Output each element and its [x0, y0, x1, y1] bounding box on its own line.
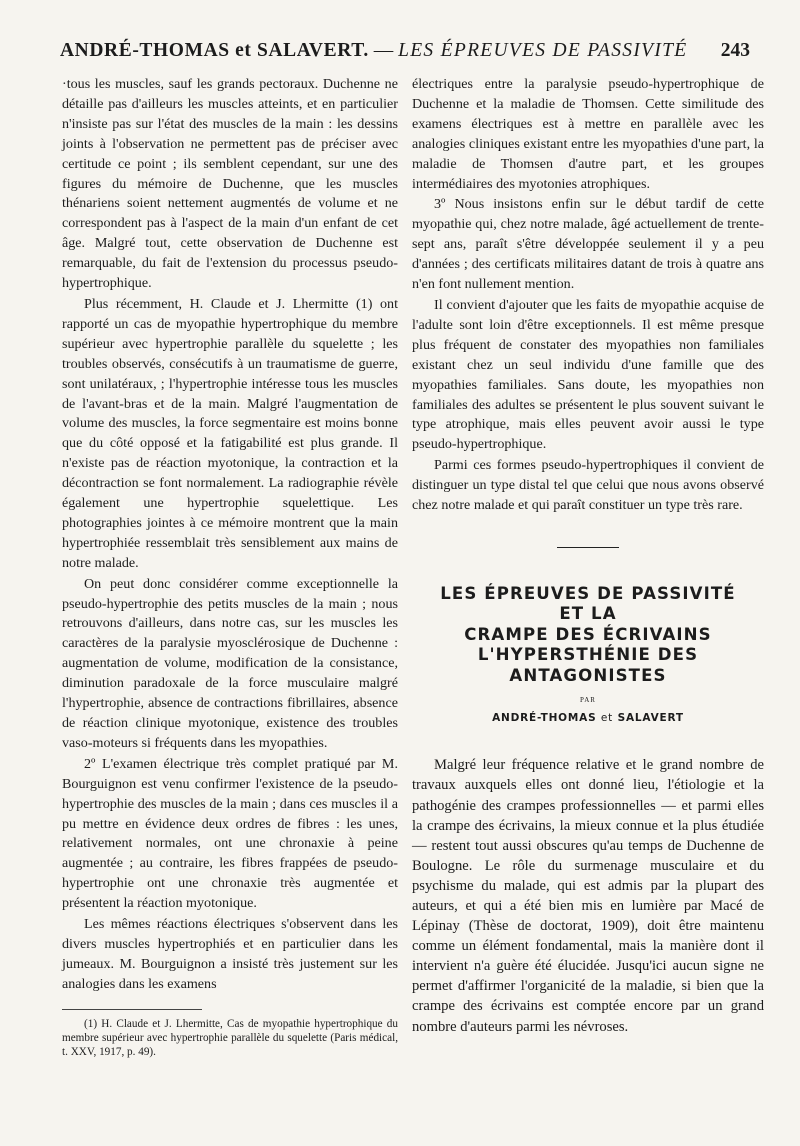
- paragraph: 2º L'examen électrique très complet pratiqué par M. Bourguignon est venu confirmer l'existence de la pseudo-hypertrophie des muscles de la main ; dans ces muscles il a pu mettre en évidence deux ordres de fibres : les unes, relativement normales, ont une chronaxie à peine augmentée ; au contraire, les fibres frappées de pseudo-hypertrophie ont une chronaxie très augmentée et présentent la réaction myotonique.: [62, 755, 398, 912]
- paragraph: Plus récemment, H. Claude et J. Lhermitte (1) ont rapporté un cas de myopathie hypertrophique du membre supérieur avec hypertrophie parallèle du squelette ; les troubles observés, consécutifs à un traumatisme de guerre, sont unilatéraux, ; l'hypertrophie intéresse tous les muscles de l'avant-bras et de la main. Malgré l'augmentation de volume des muscles, la force segmentaire est moins bonne que du côté opposé et la fatigabilité est plus grande. Il n'existe pas de réaction myotonique, la contraction et la décontraction se font normalement. La radiographie révèle également une hypertrophie squelettique. Les photographies jointes à ce mémoire montrent que la main hypertrophiée ressemblait très sensiblement aux mains de notre malade.: [62, 295, 398, 571]
- header-separator: —: [368, 40, 399, 61]
- title-line: CRAMPE DES ÉCRIVAINS: [464, 624, 712, 644]
- footnote-divider: [62, 1009, 202, 1010]
- title-line: L'HYPERSTHÉNIE DES: [477, 645, 699, 665]
- running-title: LES ÉPREUVES DE PASSIVITÉ: [398, 40, 688, 61]
- author-joiner: et: [600, 712, 614, 725]
- page-number: 243: [720, 40, 750, 61]
- article-authors: [412, 709, 764, 729]
- right-column: [412, 75, 764, 1037]
- paragraph: Les mêmes réactions électriques s'observent dans les divers muscles hypertrophiés et en particulier dans les jumeaux. M. Bourguignon a insisté très justement sur les analogies dans les examens: [62, 916, 398, 992]
- author-name: SALAVERT: [617, 712, 684, 725]
- paragraph: On peut donc considérer comme exceptionnelle la pseudo-hypertrophie des petits muscles de la main ; nous retrouvons d'ailleurs, dans notre cas, sur les muscles les caractères de la paralysie myosclérosique de Duchenne : augmentation de volume, modification de la consistance, diminution paradoxale de la force musculaire malgré l'hypertrophie, absence de contractions fibrillaires, absence de réaction clinique myotonique, existence des troubles vaso-moteurs si fréquents dans les myopathies.: [62, 575, 398, 751]
- header-authors: ANDRÉ-THOMAS et SALAVERT.: [60, 40, 369, 61]
- section-divider: [557, 547, 619, 548]
- title-line: ET LA: [559, 604, 617, 624]
- paragraph: Parmi ces formes pseudo-hypertrophiques il convient de distinguer un type distal tel que celui que nous avons observé chez notre malade et qui paraît constituer un type très rare.: [412, 457, 764, 514]
- article-title: [416, 584, 760, 687]
- paragraph: Il convient d'ajouter que les faits de myopathie acquise de l'adulte sont loin d'être exceptionnels. Il est même presque plus fréquent de constater des myopathies non familiales existant chez un seul individu d'une famille que des myopathies familiales. Sans doute, les myopathies non familiales des adultes se présentent le plus souvent suivant le type atrophique, mais elles peuvent avoir aussi le type pseudo-hypertrophique.: [412, 296, 764, 453]
- paragraph: ·tous les muscles, sauf les grands pectoraux. Duchenne ne détaille pas d'ailleurs les muscles atteints, et en particulier n'insiste pas sur l'état des muscles de la main : les dessins joints à l'observation ne permettent pas de préciser avec certitude ce point ; ils semblent cependant, sur une des figures du mémoire de Duchenne, que les muscles thénariens soient nettement augmentés de volume et ne correspondent pas à l'aspect de la main d'un enfant de cet âge. Malgré tout, cette observation de Duchenne est remarquable, du fait de l'extension du processus pseudo-hypertrophique.: [62, 76, 398, 292]
- author-name: ANDRÉ-THOMAS: [492, 712, 597, 725]
- paragraph: électriques entre la paralysie pseudo-hypertrophique de Duchenne et la maladie de Thomsen. Cette similitude des examens électriques est à mettre en parallèle avec les analogies cliniques existant entre les myopathies d'une part, la maladie de Thomsen d'autre part, et les groupes intermédiaires des myotonies atrophiques.: [412, 76, 764, 192]
- title-line: ANTAGONISTES: [509, 665, 667, 685]
- title-line: LES ÉPREUVES DE PASSIVITÉ: [440, 583, 736, 603]
- paragraph: 3º Nous insistons enfin sur le début tardif de cette myopathie qui, chez notre malade, âgé actuellement de trente-sept ans, paraît s'être développée seulement il y a peu d'années ; des certificats militaires datant de trois à quatre ans n'en font nullement mention.: [412, 196, 764, 293]
- left-column: [62, 75, 398, 1059]
- page-header: [60, 40, 750, 62]
- article-body: Malgré leur fréquence relative et le grand nombre de travaux auxquels elles ont donné lieu, l'étiologie et la pathogénie des crampes professionnelles — et parmi elles la crampe des écrivains, la mieux connue et la plus étudiée — restent tout aussi obscures qu'au temps de Duchenne de Boulogne. Le rôle du surmenage musculaire et du psychisme du malade, qui est admis par la plupart des auteurs, et qui a été bien mis en lumière par Macé de Lépinay (Thèse de doctorat, 1909), doit être maintenu comme un élément fondamental, mais la manière dont il intervient n'a guère été élucidée. Jusqu'ici aucun signe ne permet d'affirmer l'organicité de la maladie, si bien que la crampe des écrivains est comptée encore par un grand nombre d'auteurs parmi les névroses.: [412, 757, 764, 1035]
- by-label: PAR: [580, 696, 596, 705]
- footnote: (1) H. Claude et J. Lhermitte, Cas de myopathie hypertrophique du membre supérieur avec hypertrophie parallèle du squelette (Paris médical, t. XXV, 1917, p. 49).: [62, 1017, 398, 1058]
